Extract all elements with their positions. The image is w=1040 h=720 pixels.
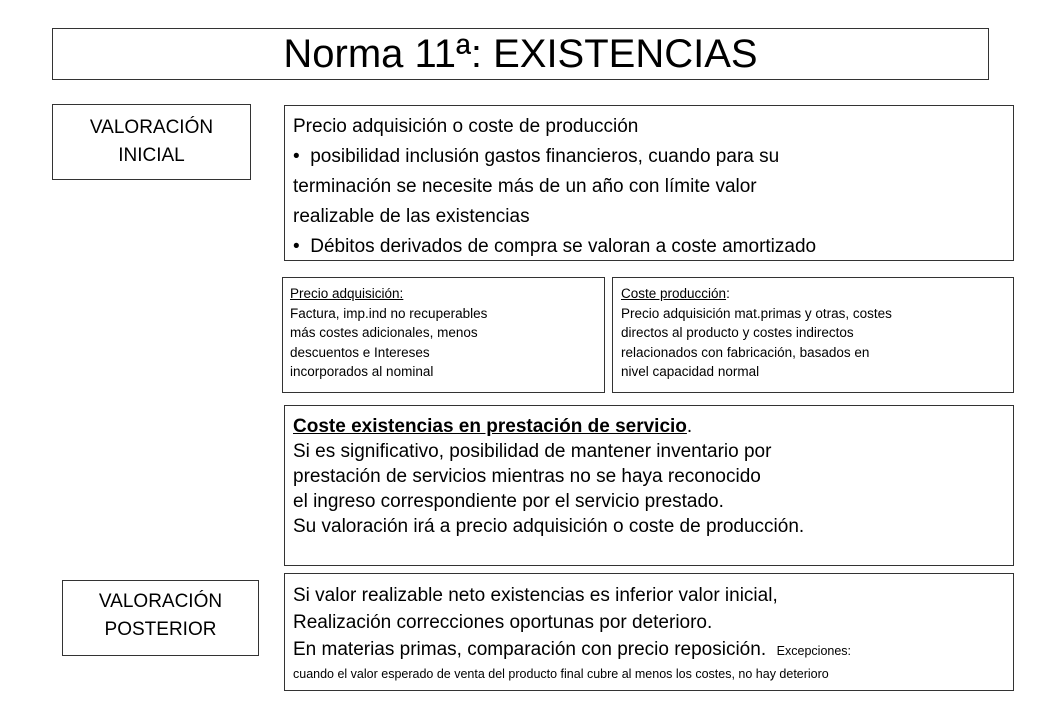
coste-servicio-line: el ingreso correspondiente por el servicio prestado. [293, 491, 724, 512]
coste-servicio-period: . [686, 416, 693, 437]
precio-adquisicion-line: incorporados al nominal [290, 364, 434, 379]
excepciones-label: Excepciones: [776, 644, 852, 658]
valoracion-posterior-label-line1: VALORACIÓN [98, 591, 223, 612]
coste-servicio-heading-row [293, 414, 1013, 439]
coste-produccion-heading-row [621, 284, 1013, 304]
coste-produccion-line: directos al producto y costes indirectos [621, 325, 854, 340]
coste-produccion-box [612, 277, 1014, 393]
valoracion-inicial-heading: Precio adquisición o coste de producción [293, 116, 639, 137]
coste-servicio-box [284, 405, 1014, 566]
precio-adquisicion-heading: Precio adquisición: [290, 286, 404, 301]
precio-adquisicion-line: descuentos e Intereses [290, 344, 430, 360]
coste-produccion-heading: Coste producción [621, 286, 727, 301]
excepciones-text: cuando el valor esperado de venta del producto final cubre al menos los costes, no hay deterioro [293, 667, 829, 681]
precio-adquisicion-line: Factura, imp.ind no recuperables [290, 305, 488, 321]
coste-servicio-line: Si es significativo, posibilidad de mantener inventario por [293, 441, 772, 462]
coste-produccion-line: Precio adquisición mat.primas y otras, costes [621, 305, 892, 321]
valoracion-inicial-box [284, 105, 1014, 261]
valoracion-posterior-line3-row [293, 636, 1013, 665]
valoracion-inicial-bullet1-line1: • posibilidad inclusión gastos financieros, cuando para su [293, 142, 1013, 172]
valoracion-inicial-label-line1: VALORACIÓN [89, 117, 214, 138]
title-box [52, 28, 989, 80]
coste-servicio-line: prestación de servicios mientras no se haya reconocido [293, 466, 761, 487]
coste-servicio-heading: Coste existencias en prestación de servicio [293, 416, 687, 437]
coste-produccion-colon: : [726, 286, 730, 301]
valoracion-inicial-label-box [52, 104, 251, 180]
valoracion-posterior-label-box [62, 580, 259, 656]
valoracion-inicial-bullet2: • Débitos derivados de compra se valoran a coste amortizado [293, 232, 1013, 262]
valoracion-posterior-label-line2: POSTERIOR [104, 619, 217, 640]
coste-servicio-line: Su valoración irá a precio adquisición o coste de producción. [293, 516, 805, 537]
valoracion-posterior-box [284, 573, 1014, 691]
valoracion-inicial-bullet1-line2: terminación se necesite más de un año con límite valor [293, 176, 757, 197]
valoracion-posterior-line2: Realización correcciones oportunas por deterioro. [293, 612, 713, 633]
valoracion-posterior-line3: En materias primas, comparación con precio reposición. [293, 639, 767, 660]
valoracion-inicial-label-line2: INICIAL [118, 145, 185, 166]
valoracion-posterior-line1: Si valor realizable neto existencias es inferior valor inicial, [293, 585, 778, 606]
valoracion-inicial-bullet1-line3: realizable de las existencias [293, 206, 530, 227]
coste-produccion-line: nivel capacidad normal [621, 364, 760, 379]
page-title: Norma 11ª: EXISTENCIAS [283, 32, 758, 76]
coste-produccion-line: relacionados con fabricación, basados en [621, 344, 870, 360]
precio-adquisicion-line: más costes adicionales, menos [290, 325, 478, 340]
precio-adquisicion-box [282, 277, 605, 393]
